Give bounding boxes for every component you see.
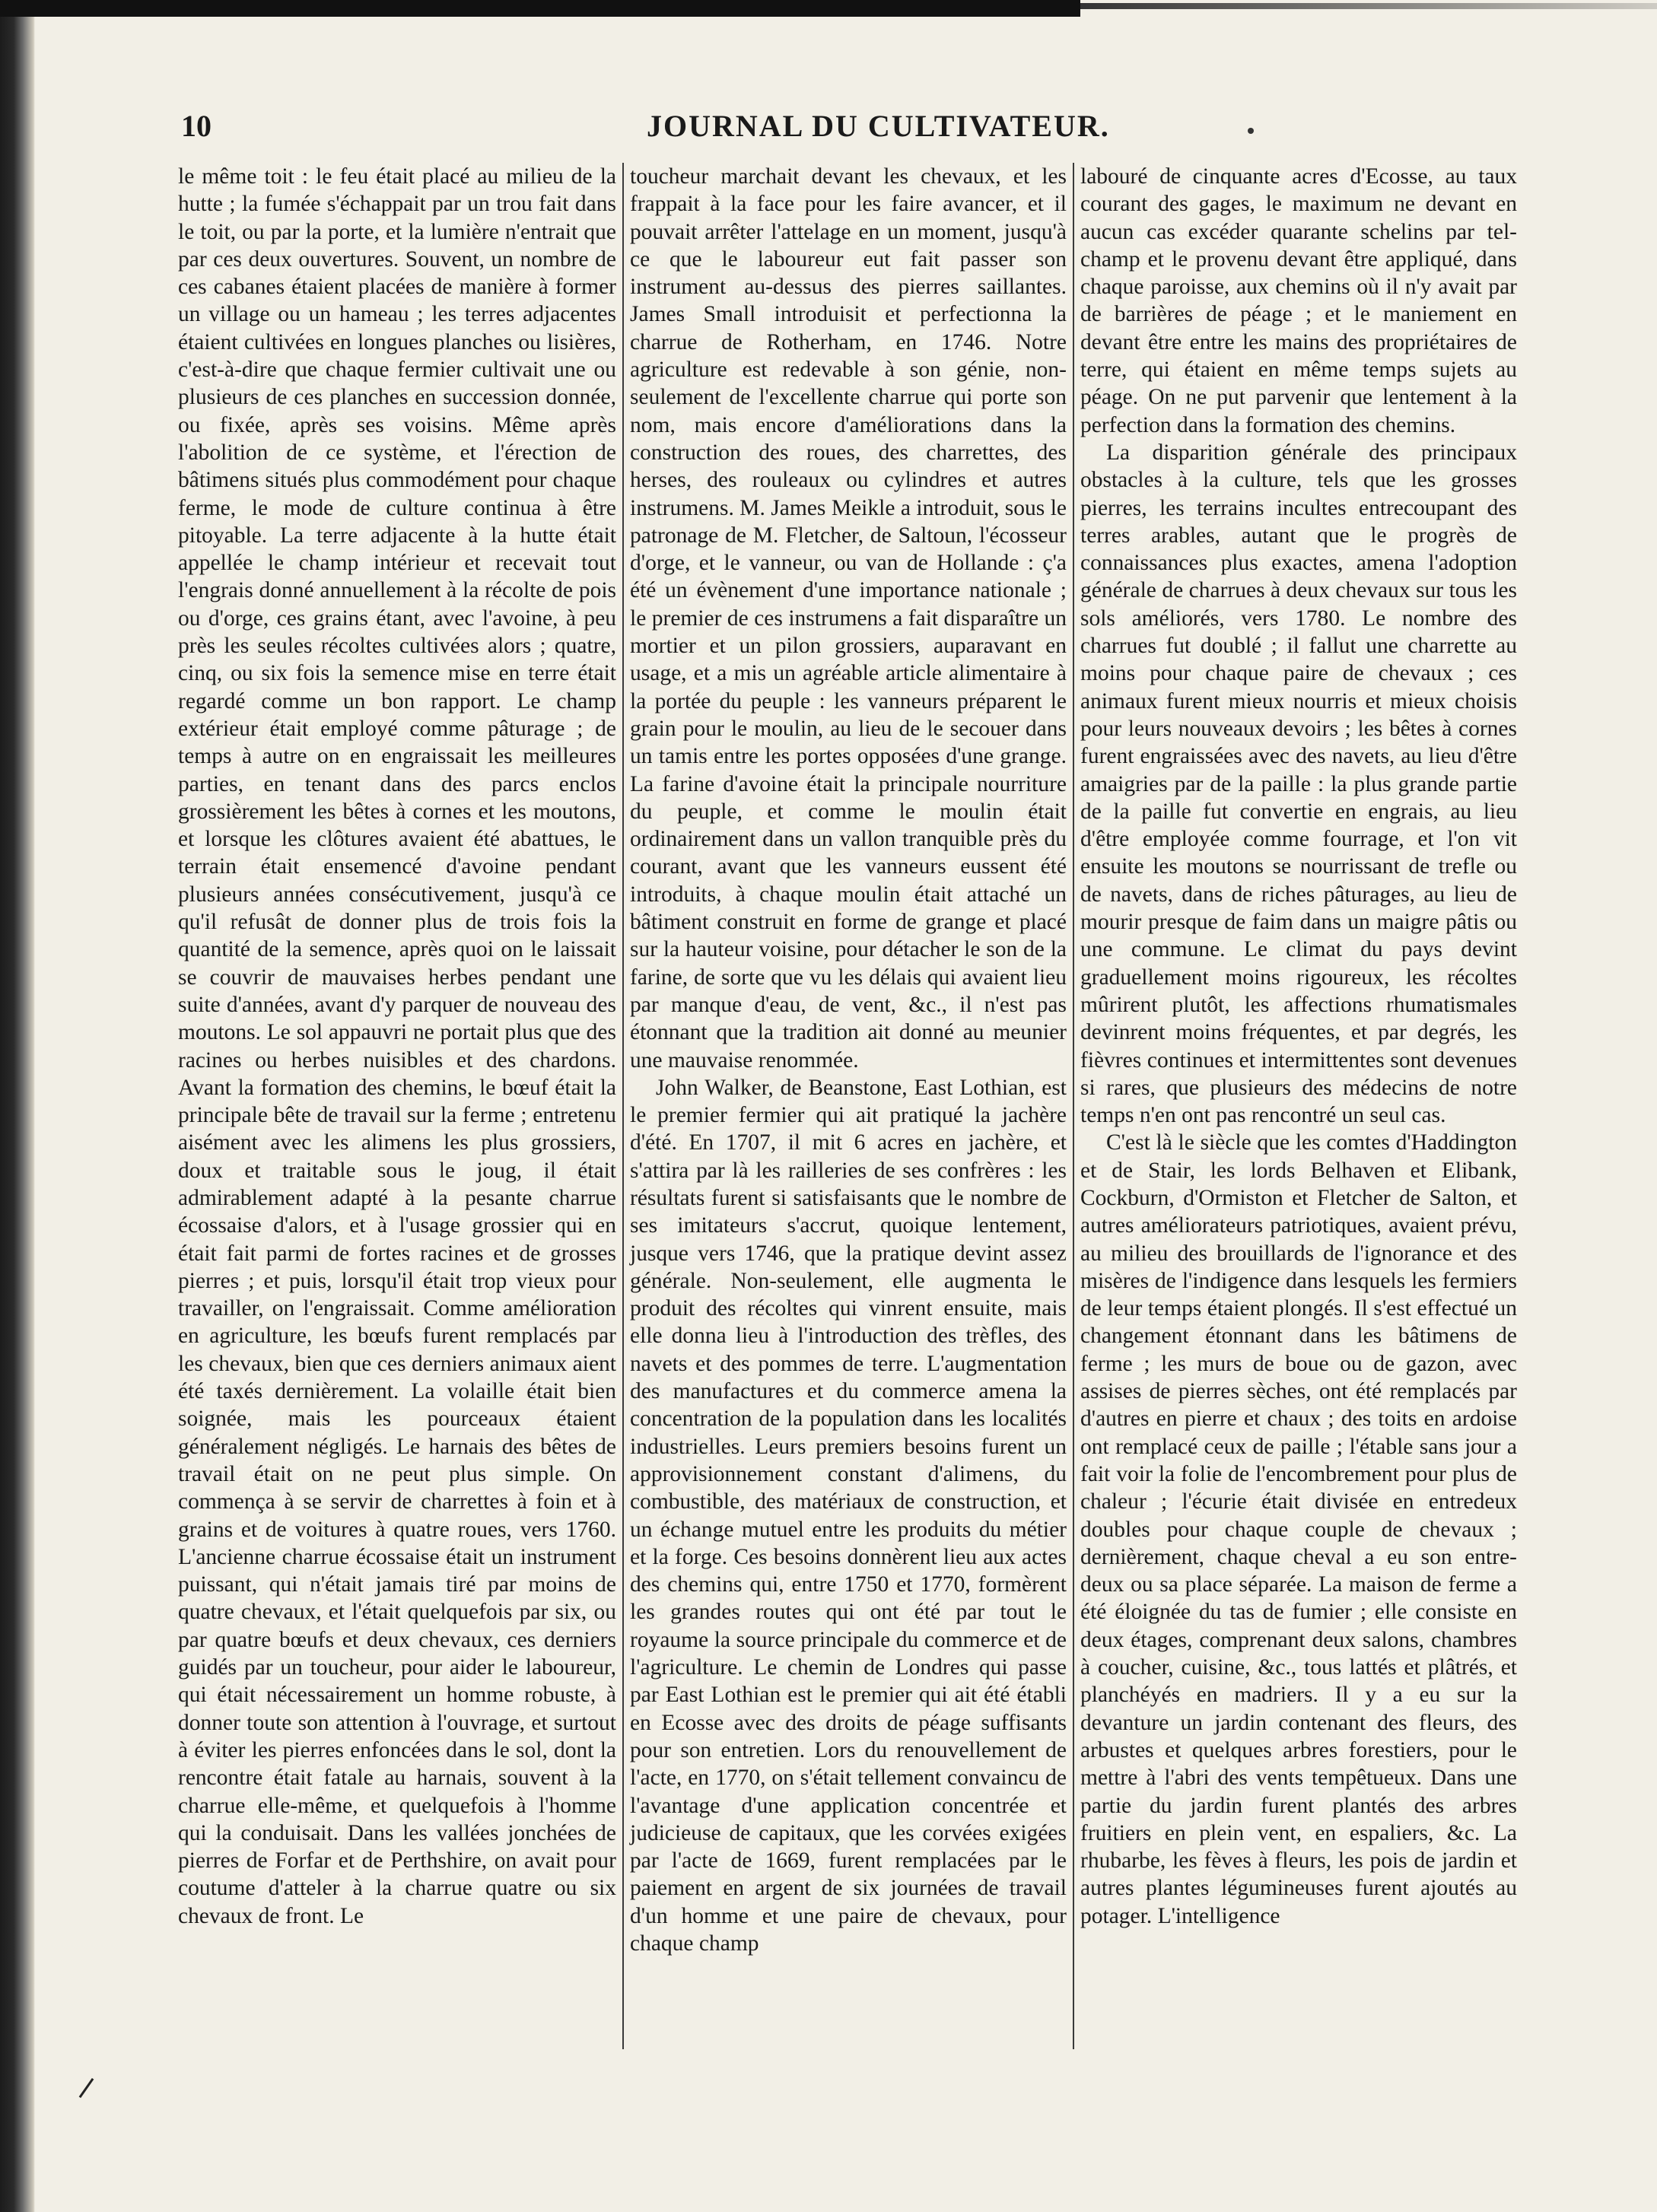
column-3: [1073, 163, 1523, 2049]
page-number: 10: [181, 109, 211, 143]
ink-speck: [1248, 128, 1254, 134]
column-3-paragraph-2: La disparition générale des principaux obstacles à la culture, tels que les grosses pierres, les terrains incultes entrecoupant des terres arables, autant que le progrès de connaissances plus exactes, amena l'adoption générale de charrues à deux chevaux sur tous les sols améliorés, vers 1780. Le nombre des charrues fut doublé ; il fallut une charrette au moins pour chaque paire de chevaux ; ces animaux furent mieux nourris et mieux choisis pour leurs nouveaux devoirs ; les bêtes à cornes furent engraissées avec des navets, au lieu d'être amaigries par de la paille : la plus grande partie de la paille fut convertie en engrais, au lieu d'être employée comme fourrage, et l'on vit ensuite les moutons se nourrissant de trefle ou de navets, dans de riches pâturages, au lieu de mourir presque de faim dans un maigre pâtis ou une commune. Le climat du pays devint graduellement moins rigoureux, les récoltes mûrirent plutôt, les affections rhumatismales devinrent moins fréquentes, et par degrés, les fièvres continues et intermittentes sont devenues si rares, que plusieurs des médecins de notre temps n'en ont pas rencontré un seul cas.: [1080, 440, 1517, 1128]
running-title: JOURNAL DU CULTIVATEUR.: [647, 109, 1110, 143]
column-1: [172, 163, 622, 2049]
page-binding-edge: [0, 0, 35, 2212]
stray-ink-mark: [79, 2078, 94, 2098]
text-columns: [172, 163, 1557, 2049]
top-border-rule: [0, 0, 1080, 17]
column-1-paragraph-1: le même toit : le feu était placé au milieu de la hutte ; la fumée s'échappait par un trou fait dans le toit, ou par la porte, et la lumière n'entrait que par ces deux ouvertures. Souvent, un nombre de ces cabanes étaient placées de manière à former un village ou un hameau ; les terres adjacentes étaient cultivées en longues planches ou lisières, c'est-à-dire que chaque fermier cultivait une ou plusieurs de ces planches en succession donnée, ou fixée, après ses voisins. Même après l'abolition de ce système, et l'érection de bâtimens situés plus commodément pour chaque ferme, le mode de culture continua à être pitoyable. La terre adjacente à la hutte était appellée le champ intérieur et recevait tout l'engrais donné annuellement à la récolte de pois ou d'orge, ces grains étant, avec l'avoine, à peu près les seules récoltes cultivées alors ; quatre, cinq, ou six fois la semence mise en terre était regardé comme un bon rapport. Le champ extérieur était employé comme pâturage ; de temps à autre on en engraissait les meilleures parties, en tenant dans des parcs enclos grossièrement les bêtes à cornes et les moutons, et lorsque les clôtures avaient été abattues, le terrain était ensemencé d'avoine pendant plusieurs années consécutivement, jusqu'à ce qu'il refusât de donner plus de trois fois la quantité de la semence, après quoi on le laissait se couvrir de mauvaises herbes pendant une suite d'années, avant d'y parquer de nouveau des moutons. Le sol appauvri ne portait plus que des racines ou herbes nuisibles et des chardons. Avant la formation des chemins, le bœuf était la principale bête de travail sur la ferme ; entretenu aisément avec les alimens les plus grossiers, doux et traitable sous le joug, il était admirablement adapté à la pesante charrue écossaise d'alors, et à l'usage grossier qui en était fait parmi de fortes racines et de grosses pierres ; et puis, lorsqu'il était trop vieux pour travailler, on l'engraissait. Comme amélioration en agriculture, les bœufs furent remplacés par les chevaux, bien que ces derniers animaux aient été taxés dernièrement. La volaille était bien soignée, mais les pourceaux étaient généralement négligés. Le harnais des bêtes de travail était on ne peut plus simple. On commença à se servir de charrettes à foin et à grains et de voitures à quatre roues, vers 1760. L'ancienne charrue écossaise était un instrument puissant, qui n'était jamais tiré par moins de quatre chevaux, et l'était quelquefois par six, ou par quatre bœufs et deux chevaux, ces derniers guidés par un toucheur, pour aider le laboureur, qui était nécessairement un homme robuste, à donner toute son attention à l'ouvrage, et surtout à éviter les pierres enfoncées dans le sol, dont la rencontre était fatale au harnais, souvent à la charrue elle-même, et quelquefois à l'homme qui la conduisait. Dans les vallées jonchées de pierres de Forfar et de Perthshire, on avait pour coutume d'atteler à la charrue quatre ou six chevaux de front. Le: [178, 164, 616, 1928]
column-2-paragraph-1: toucheur marchait devant les chevaux, et les frappait à la face pour les faire avancer, et il pouvait arrêter l'attelage en un moment, jusqu'à ce que le laboureur eut fait passer son instrument au-dessus des pierres saillantes. James Small introduisit et perfectionna la charrue de Rotherham, en 1746. Notre agriculture est redevable à son génie, non-seulement de l'excellente charrue qui porte son nom, mais encore d'améliorations dans la construction des roues, des charrettes, des herses, des rouleaux ou cylindres et autres instrumens. M. James Meikle a introduit, sous le patronage de M. Fletcher, de Saltoun, l'écosseur d'orge, et le vanneur, ou van de Hollande : ç'a été un évènement d'une importance nationale ; le premier de ces instrumens a fait disparaître un mortier et un pilon grossiers, auparavant en usage, et a mis un agréable article alimentaire à la portée du peuple : les vanneurs préparent le grain pour le moulin, au lieu de le secouer dans un tamis entre les portes opposées d'une grange. La farine d'avoine était la principale nourriture du peuple, et comme le moulin était ordinairement dans un vallon tranquible près du courant, avant que les vanneurs eussent été introduits, à chaque moulin était attaché un bâtiment construit en forme de grange et placé sur la hauteur voisine, pour détacher le son de la farine, de sorte que vu les délais qui avaient lieu par manque d'eau, de vent, &c., il n'est pas étonnant que la tradition ait donné au meunier une mauvaise renommée.: [630, 164, 1067, 1073]
top-border-rule-tail: [1080, 3, 1657, 9]
column-3-paragraph-3: C'est là le siècle que les comtes d'Haddington et de Stair, les lords Belhaven et Elibank, Cockburn, d'Ormiston et Fletcher de Salton, et autres améliorateurs patriotiques, avaient prévu, au milieu des brouillards de l'ignorance et des misères de l'indigence dans lesquels les fermiers de leur temps étaient plongés. Il s'est effectué un changement étonnant dans les bâtimens de ferme ; les murs de boue ou de gazon, avec assises de pierres sèches, ont été remplacés par d'autres en pierre et chaux ; des toits en ardoise ont remplacé ceux de paille ; l'étable sans jour a fait voir la folie de l'encombrement pour plus de chaleur ; l'écurie était divisée en entredeux doubles pour chaque couple de chevaux ; dernièrement, chaque cheval a eu son entre-deux ou sa place séparée. La maison de ferme a été éloignée du tas de fumier ; elle consiste en deux étages, comprenant deux salons, chambres à coucher, cuisine, &c., tous lattés et plâtrés, et planchéyés en madriers. Il y a eu sur la devanture un jardin contenant des fleurs, des arbustes et quelques arbres forestiers, pour le mettre à l'abri des vents tempêtueux. Dans une partie du jardin furent plantés des arbres fruitiers en plein vent, en espaliers, &c. La rhubarbe, les fèves à fleurs, les pois de jardin et autres plantes légumineuses furent ajoutés au potager. L'intelligence: [1080, 1130, 1517, 1928]
column-2-paragraph-2: John Walker, de Beanstone, East Lothian, est le premier fermier qui ait pratiqué la jachère d'été. En 1707, il mit 6 acres en jachère, et s'attira par là les railleries de ses confrères : les résultats furent si satisfaisants que le nombre de ses imitateurs s'accrut, quoique lentement, jusque vers 1746, que la pratique devint assez générale. Non-seulement, elle augmenta le produit des récoltes qui vinrent ensuite, mais elle donna lieu à l'introduction des trèfles, des navets et des pommes de terre. L'augmentation des manufactures et du commerce amena la concentration de la population dans les localités industrielles. Leurs premiers besoins furent un approvisionnement constant d'alimens, du combustible, des matériaux de construction, et un échange mutuel entre les produits du métier et la forge. Ces besoins donnèrent lieu aux actes des chemins qui, entre 1750 et 1770, formèrent les grandes routes qui ont été par tout le royaume la source principale du commerce et de l'agriculture. Le chemin de Londres qui passe par East Lothian est le premier qui ait été établi en Ecosse avec des droits de péage suffisants pour son entretien. Lors du renouvellement de l'acte, en 1770, on s'était tellement convaincu de l'avantage d'une application concentrée et judicieuse de capitaux, que les corvées exigées par l'acte de 1669, furent remplacées par le paiement en argent de six journées de travail d'un homme et une paire de chevaux, pour chaque champ: [630, 1075, 1067, 1956]
column-3-paragraph-1: labouré de cinquante acres d'Ecosse, au taux courant des gages, le maximum ne devant en aucun cas excéder quarante schelins par tel-champ et le provenu devant être appliqué, dans chaque paroisse, aux chemins où il n'y avait par de barrières de péage ; et le maniement en devant être entre les mains des propriétaires de terre, qui étaient en même temps sujets au péage. On ne put parvenir que lentement à la perfection dans la formation des chemins.: [1080, 164, 1517, 437]
column-2: [622, 163, 1073, 2049]
